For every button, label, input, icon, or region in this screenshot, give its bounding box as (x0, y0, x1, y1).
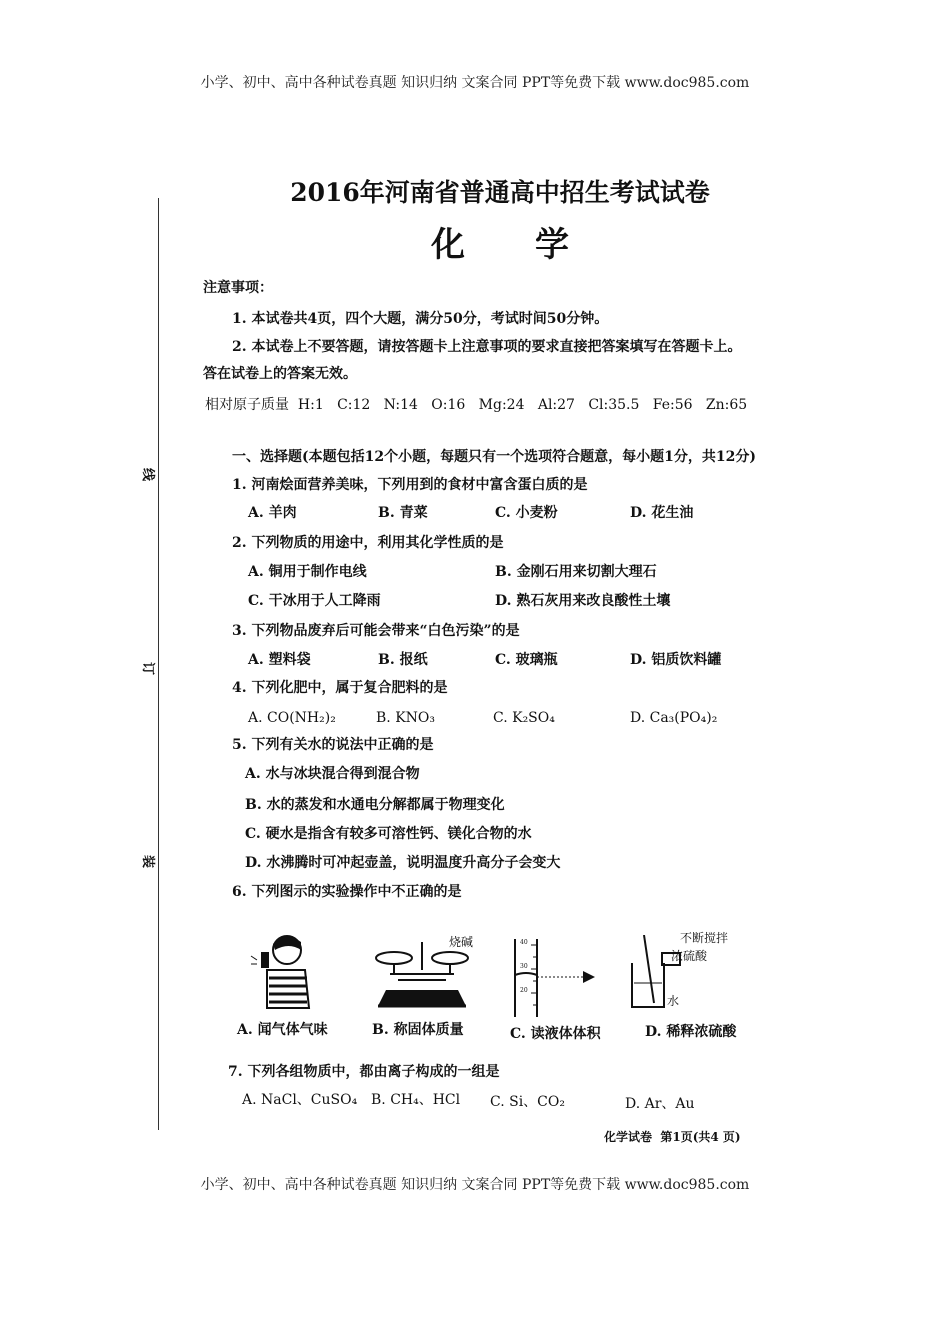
figure-label-stir: 不断搅拌 (680, 931, 729, 945)
option: D. Ca₃(PO₄)₂ (630, 710, 718, 726)
question-stem: 2. 下列物质的用途中，利用其化学性质的是 (232, 535, 504, 551)
option: C. K₂SO₄ (493, 710, 555, 726)
watermark-footer: 小学、初中、高中各种试卷真题 知识归纳 文案合同 PPT等免费下载 www.doc985.com (200, 1177, 750, 1193)
option: D. 铝质饮料罐 (630, 652, 722, 668)
option: B. 青菜 (378, 505, 428, 521)
option: A. 羊肉 (248, 505, 297, 521)
option: B. 报纸 (378, 652, 428, 668)
option: A. 塑料袋 (248, 652, 311, 668)
exam-subject: 化学 (431, 225, 639, 265)
watermark-header: 小学、初中、高中各种试卷真题 知识归纳 文案合同 PPT等免费下载 www.doc985.com (200, 75, 750, 91)
question-stem: 6. 下列图示的实验操作中不正确的是 (232, 884, 462, 900)
section-heading: 一、选择题(本题包括12个小题，每题只有一个选项符合题意，每小题1分，共12分) (232, 449, 756, 465)
note-item: 答在试卷上的答案无效。 (203, 366, 357, 382)
option: A. 水与冰块混合得到混合物 (245, 766, 420, 782)
binding-label-bind: 装 (140, 854, 156, 869)
option: A. NaCl、CuSO₄ (242, 1092, 358, 1108)
option: C. Si、CO₂ (490, 1094, 565, 1110)
cylinder-tick: 40 (520, 939, 528, 946)
question-stem: 7. 下列各组物质中，都由离子构成的一组是 (228, 1064, 500, 1080)
binding-label-line: 线 (140, 467, 156, 482)
option: B. KNO₃ (376, 710, 435, 726)
option: B. 金刚石用来切割大理石 (495, 564, 657, 580)
cylinder-tick: 20 (520, 987, 528, 994)
option: C. 小麦粉 (495, 505, 558, 521)
figure-label-water: 水 (667, 994, 680, 1008)
question-stem: 4. 下列化肥中，属于复合肥料的是 (232, 680, 448, 696)
question-stem: 3. 下列物品废弃后可能会带来“白色污染”的是 (232, 623, 520, 639)
option: D. Ar、Au (625, 1096, 695, 1112)
atomic-mass-table: 相对原子质量 H:1 C:12 N:14 O:16 Mg:24 Al:27 Cl:35.5 Fe:56 Zn:65 (205, 397, 748, 413)
option: D. 稀释浓硫酸 (645, 1024, 737, 1040)
option: D. 花生油 (630, 505, 694, 521)
option: A. 闻气体气味 (237, 1022, 328, 1038)
cylinder-tick: 30 (520, 963, 528, 970)
binding-line (158, 198, 159, 1130)
figure-label-acid: 浓硫酸 (671, 949, 708, 963)
figure-label-reagent: 烧碱 (449, 935, 474, 949)
option: D. 熟石灰用来改良酸性土壤 (495, 593, 671, 609)
option: B. 水的蒸发和水通电分解都属于物理变化 (245, 797, 505, 813)
option: C. 硬水是指含有较多可溶性钙、镁化合物的水 (245, 826, 532, 842)
notes-heading: 注意事项： (203, 280, 273, 296)
option: C. 读液体体积 (510, 1026, 601, 1042)
note-item: 1. 本试卷共4页，四个大题，满分50分，考试时间50分钟。 (232, 311, 609, 327)
option: D. 水沸腾时可冲起壶盖，说明温度升高分子会变大 (245, 855, 561, 871)
note-item: 2. 本试卷上不要答题，请按答题卡上注意事项的要求直接把答案填写在答题卡上。 (232, 339, 742, 355)
question-stem: 1. 河南烩面营养美味，下列用到的食材中富含蛋白质的是 (232, 477, 588, 493)
option: A. CO(NH₂)₂ (248, 710, 336, 726)
option: B. CH₄、HCl (371, 1092, 461, 1108)
figure-graduated-cylinder (505, 935, 600, 1020)
exam-title: 2016年河南省普通高中招生考试试卷 (290, 178, 710, 207)
page-number: 化学试卷 第1页(共4 页) (604, 1130, 741, 1144)
option: C. 玻璃瓶 (495, 652, 558, 668)
figure-smell-gas (245, 930, 325, 1010)
question-stem: 5. 下列有关水的说法中正确的是 (232, 737, 434, 753)
option: A. 铜用于制作电线 (248, 564, 367, 580)
binding-label-staple: 订 (140, 661, 156, 676)
option: C. 干冰用于人工降雨 (248, 593, 381, 609)
option: B. 称固体质量 (372, 1022, 464, 1038)
